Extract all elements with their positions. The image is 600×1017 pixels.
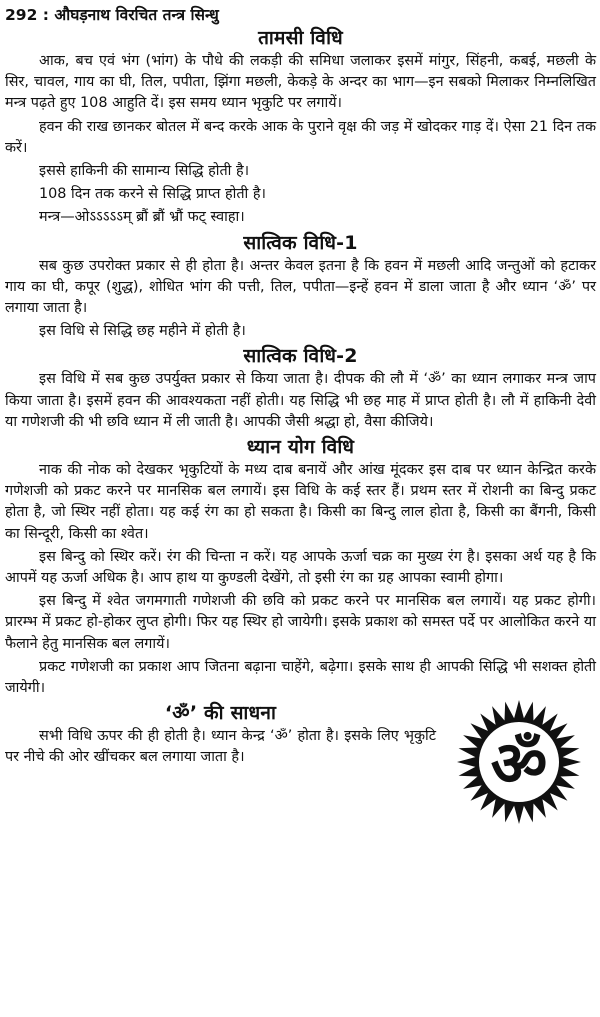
section-heading: ‘ॐ’ की साधना [164,702,277,725]
section-tamasi [5,26,596,229]
section-heading: तामसी विधि [258,27,343,49]
paragraph: सभी विधि ऊपर की ही होती है। ध्यान केन्द्र ‘ॐ’ होता है। इसके लिए भृकुटि पर नीचे की ओर खींचकर बल लगाया जाता है। [5,728,436,766]
section-satvik-1 [5,231,596,343]
section-heading: सात्विक विधि-1 [243,231,358,254]
paragraph: सब कुछ उपरोक्त प्रकार से ही होता है। अन्तर केवल इतना है कि हवन में मछली आदि जन्तुओं को हटाकर गाय का घी, कपूर (शुद्ध), शोधित भांग की पत्ती, तिल, पपीता—इन्हें हवन में डाला जाता है और ध्यान ‘ॐ’ पर लगाया जाता है। [5,257,596,317]
paragraph: प्रकट गणेशजी का प्रकाश आप जितना बढ़ाना चाहेंगे, बढ़ेगा। इसके साथ ही आपकी सिद्धि भी सशक्त होती जायेगी। [5,658,596,697]
section-satvik-2 [5,344,596,433]
paragraph: हवन की राख छानकर बोतल में बन्द करके आक के पुराने वृक्ष की जड़ में खोदकर गाड़ दें। ऐसा 21 दिन तक करें। [5,118,596,156]
section-heading: ध्यान योग विधि [246,436,355,459]
section-heading: सात्विक विधि-2 [243,345,358,368]
running-head: 292 : औघड़नाथ विरचित तन्त्र सिन्धु [5,6,219,24]
paragraph: 108 दिन तक करने से सिद्धि प्राप्त होती है। [39,186,266,203]
paragraph: इस विधि में सब कुछ उपर्युक्त प्रकार से किया जाता है। दीपक की लौ में ‘ॐ’ का ध्यान लगाकर मन्त्र जाप किया जाता है। इसमें हवन की आवश्यकता नहीं होती। यह सिद्धि भी छह माह में प्राप्त होती है। लौ में हाकिनी देवी या गणेशजी की भी छवि ध्यान में ली जाती है। आपकी जैसी श्रद्धा हो, वैसा कीजिये। [5,371,596,430]
paragraph: इस विधि से सिद्धि छह महीने में होती है। [39,323,246,340]
paragraph: आक, बच एवं भंग (भांग) के पौधे की लकड़ी की समिधा जलाकर इसमें मांगुर, सिंहनी, कबई, मछली के सिर, चावल, गाय का घी, तिल, पपीता, झिंगा मछली, केकड़े के अन्दर का भाग—इन सबको मिलाकर निम्नलिखित मन्त्र पढ़ते हुए 108 आहुति दें। इस समय ध्यान भृकुटि पर लगायें। [5,53,596,112]
paragraph: इससे हाकिनी की सामान्य सिद्धि होती है। [39,163,250,180]
paragraph: इस बिन्दु में श्वेत जगमगाती गणेशजी की छवि को प्रकट करने पर मानसिक बल लगायें। यह प्रकट होगी। प्रारम्भ में प्रकट हो-होकर लुप्त होगी। फिर यह स्थिर हो जायेगी। इसके प्रकाश को समस्त पर्दे पर आलोकित करने या फैलाने हेतु मानसिक बल लगायें। [5,593,596,652]
om-glyph: ॐ [490,727,548,801]
section-om-sadhana [5,701,596,801]
section-dhyan-yog [5,435,596,699]
mantra-line: मन्त्र—ओऽऽऽऽऽम् ब्रौं ब्रौं भ्रौं फट् स्वाहा। [39,209,245,226]
paragraph: इस बिन्दु को स्थिर करें। रंग की चिन्ता न करें। यह आपके ऊर्जा चक्र का मुख्य रंग है। इसका अर्थ यह है कि आपमें यह ऊर्जा अधिक है। आप हाथ या कुण्डली देखेंगे, तो इसी रंग का ग्रह आपका स्वामी होगा। [5,548,596,587]
paragraph: नाक की नोक को देखकर भृकुटियों के मध्य दाब बनायें और आंख मूंदकर इस दाब पर ध्यान केन्द्रित करके गणेशजी को प्रकट करने पर मानसिक बल लगायें। इस विधि के कई स्तर हैं। प्रथम स्तर में रोशनी का बिन्दु प्रकट होता है, जो स्थिर नहीं होता। यह कई रंग का हो सकता है। किसी का बिन्दु लाल होता है, किसी का बैंगनी, किसी का सिन्दूरी, किसी का श्वेत। [5,462,596,542]
om-sunburst-icon [444,697,594,827]
